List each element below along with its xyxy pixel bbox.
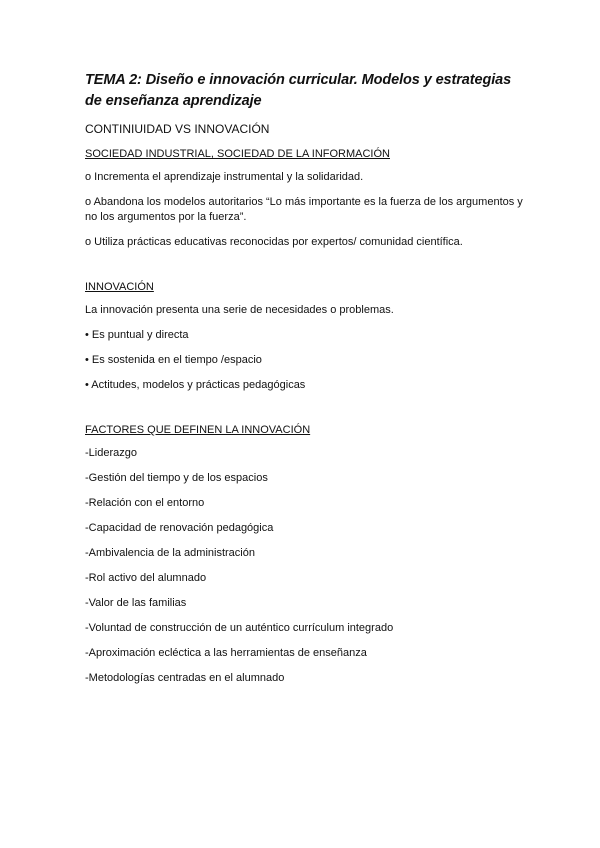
document-title: TEMA 2: Diseño e innovación curricular. Modelos y estrategias de enseñanza aprendizaje: [85, 72, 512, 109]
spacer: [85, 260, 525, 280]
list-item: -Valor de las familias: [85, 597, 187, 609]
list-item: o Abandona los modelos autoritarios “Lo más importante es la fuerza de los argumentos y no los argumentos por la fuerza”.: [85, 196, 523, 223]
list-item: -Rol activo del alumnado: [85, 572, 207, 584]
spacer: [85, 403, 525, 423]
section-list-innovacion: [85, 328, 525, 393]
document-subtitle: CONTINIUIDAD VS INNOVACIÓN: [85, 122, 270, 136]
section-heading-innovacion: INNOVACIÓN: [85, 281, 154, 293]
list-item: • Es puntual y directa: [85, 329, 189, 341]
list-item: -Gestión del tiempo y de los espacios: [85, 472, 268, 484]
list-item: -Capacidad de renovación pedagógica: [85, 522, 274, 534]
list-item: • Actitudes, modelos y prácticas pedagógicas: [85, 379, 306, 391]
section-list-factores: [85, 446, 525, 686]
section-intro-innovacion: La innovación presenta una serie de necesidades o problemas.: [85, 304, 394, 316]
list-item: o Incrementa el aprendizaje instrumental y la solidaridad.: [85, 171, 364, 183]
list-item: -Relación con el entorno: [85, 497, 205, 509]
section-heading-factores: FACTORES QUE DEFINEN LA INNOVACIÓN: [85, 424, 311, 436]
section-list-sociedad: [85, 170, 525, 250]
document-page: [85, 70, 525, 696]
section-heading-sociedad: SOCIEDAD INDUSTRIAL, SOCIEDAD DE LA INFORMACIÓN: [85, 148, 390, 160]
list-item: -Liderazgo: [85, 447, 137, 459]
list-item: • Es sostenida en el tiempo /espacio: [85, 354, 262, 366]
list-item: -Aproximación ecléctica a las herramientas de enseñanza: [85, 647, 367, 659]
list-item: -Metodologías centradas en el alumnado: [85, 672, 285, 684]
list-item: -Voluntad de construcción de un auténtico currículum integrado: [85, 622, 394, 634]
list-item: -Ambivalencia de la administración: [85, 547, 255, 559]
list-item: o Utiliza prácticas educativas reconocidas por expertos/ comunidad científica.: [85, 236, 463, 248]
